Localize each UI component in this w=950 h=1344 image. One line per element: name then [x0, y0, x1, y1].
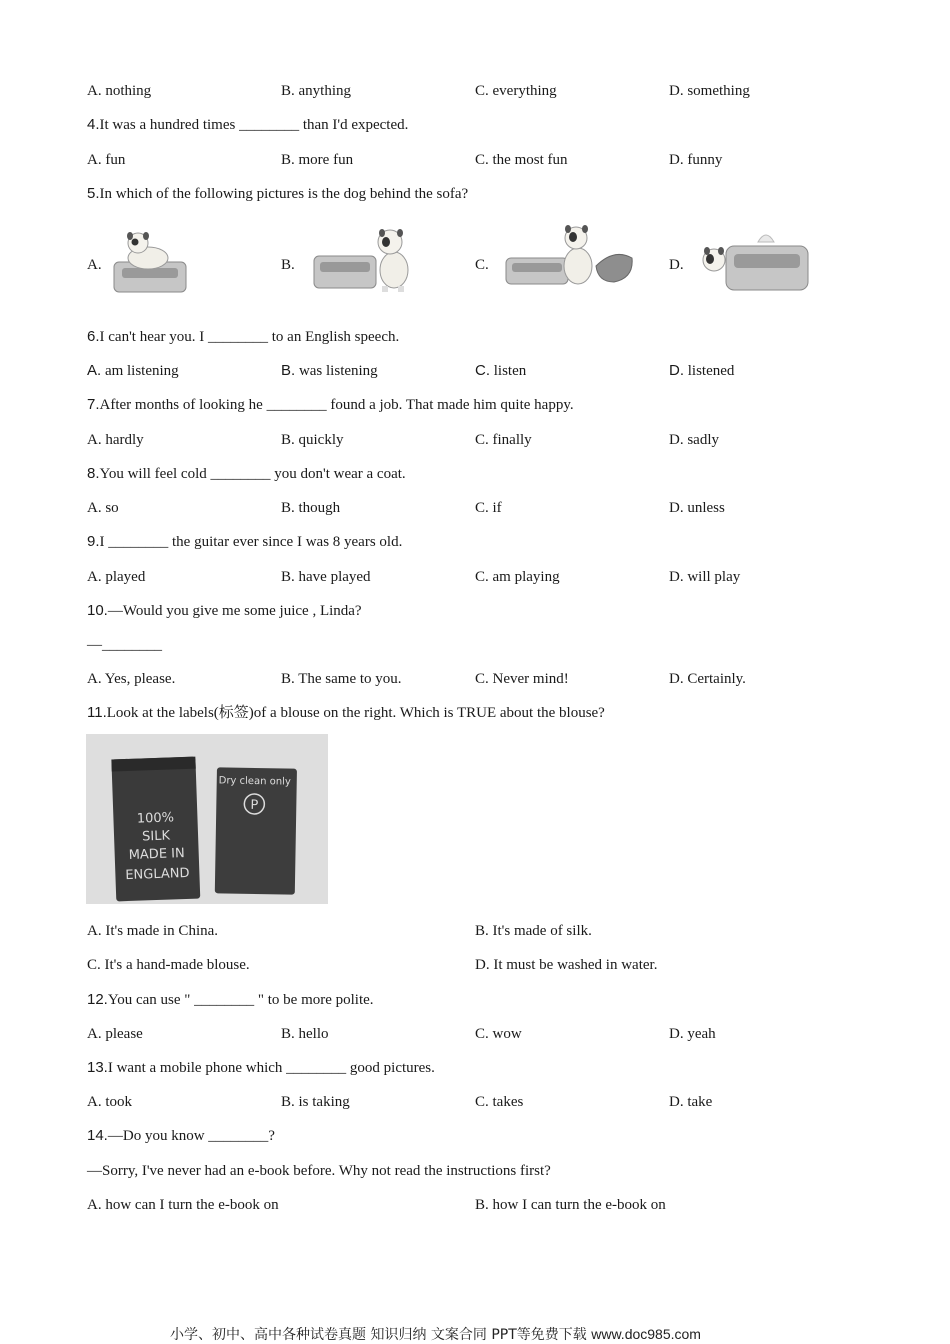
q7-question: 7.After months of looking he ________ found a job. That made him quite happy. — [87, 396, 574, 413]
q11-option-a: A. It's made in China. — [87, 923, 219, 939]
q9-question: 9.I ________ the guitar ever since I was 8 years old. — [87, 533, 403, 550]
q13-option-a: A. took — [87, 1094, 132, 1110]
q4-option-c: C. the most fun — [475, 152, 568, 168]
q11-option-d: D. It must be washed in water. — [475, 957, 658, 973]
q14-option-a: A. how can I turn the e-book on — [87, 1197, 279, 1213]
dog-on-sofa-image — [108, 228, 190, 296]
label-symbol: P — [250, 797, 259, 814]
label-line-4: ENGLAND — [125, 865, 190, 884]
q5-option-b: B. — [281, 257, 295, 273]
q7-option-c: C. finally — [475, 432, 532, 448]
dog-beside-sofa-image — [312, 222, 420, 294]
q4-option-a: A. fun — [87, 152, 126, 168]
q5-option-c: C. — [475, 257, 489, 273]
q7-option-d: D. sadly — [669, 432, 719, 448]
q8-option-c: C. if — [475, 500, 502, 516]
q3-option-c: C. everything — [475, 83, 557, 99]
q10-question: 10.—Would you give me some juice , Linda? — [87, 602, 362, 619]
q12-option-b: B. hello — [281, 1026, 329, 1042]
q14-option-b: B. how I can turn the e-book on — [475, 1197, 666, 1213]
q14-question: 14.—Do you know ________? — [87, 1127, 275, 1144]
q6-option-d: D. listened — [669, 362, 735, 379]
q13-question: 13.I want a mobile phone which ________ good pictures. — [87, 1059, 435, 1076]
q8-option-a: A. so — [87, 500, 119, 516]
q6-option-b: B. was listening — [281, 362, 378, 379]
q10-option-d: D. Certainly. — [669, 671, 746, 687]
q7-option-b: B. quickly — [281, 432, 344, 448]
q6-option-c: C. listen — [475, 362, 527, 379]
label-line-3: MADE IN — [128, 846, 185, 863]
q10-option-a: A. Yes, please. — [87, 671, 176, 687]
q5-question: 5.In which of the following pictures is the dog behind the sofa? — [87, 185, 469, 202]
q10-option-c: C. Never mind! — [475, 671, 569, 687]
q10-reply: —________ — [87, 637, 162, 653]
blouse-labels-image — [86, 734, 328, 904]
q8-question: 8.You will feel cold ________ you don't wear a coat. — [87, 465, 406, 482]
q4-option-b: B. more fun — [281, 152, 354, 168]
q3-option-d: D. something — [669, 83, 750, 99]
q13-option-d: D. take — [669, 1094, 713, 1110]
q4-question: 4.It was a hundred times ________ than I'd expected. — [87, 116, 409, 133]
q12-question: 12.You can use " ________ " to be more polite. — [87, 991, 374, 1008]
label-line-2: SILK — [141, 828, 171, 845]
q12-option-a: A. please — [87, 1026, 143, 1042]
q3-option-a: A. nothing — [87, 83, 152, 99]
q14-reply: —Sorry, I've never had an e-book before. Why not read the instructions first? — [87, 1163, 551, 1179]
q9-option-d: D. will play — [669, 569, 741, 585]
q11-question: 11.Look at the labels(标签)of a blouse on the right. Which is TRUE about the blouse? — [87, 704, 605, 721]
q8-option-d: D. unless — [669, 500, 725, 516]
footer-text: 小学、初中、高中各种试卷真题 知识归纳 文案合同 PPT等免费下载 — [170, 1327, 587, 1343]
q5-option-a: A. — [87, 257, 102, 273]
q6-question: 6.I can't hear you. I ________ to an English speech. — [87, 328, 400, 345]
q9-option-b: B. have played — [281, 569, 371, 585]
q3-option-b: B. anything — [281, 83, 351, 99]
q9-option-c: C. am playing — [475, 569, 560, 585]
dog-behind-sofa-image — [700, 222, 812, 294]
q10-option-b: B. The same to you. — [281, 671, 402, 687]
dog-between-sofa-image — [504, 220, 636, 292]
footer-url[interactable]: www.doc985.com — [591, 1326, 701, 1342]
q11-option-c: C. It's a hand-made blouse. — [87, 957, 250, 973]
q6-option-a: A. am listening — [87, 362, 179, 379]
label-line-1: 100% — [136, 810, 175, 827]
q12-option-c: C. wow — [475, 1026, 522, 1042]
label-care: Dry clean only — [218, 775, 291, 788]
q5-option-d: D. — [669, 257, 684, 273]
q7-option-a: A. hardly — [87, 432, 144, 448]
q13-option-b: B. is taking — [281, 1094, 350, 1110]
q12-option-d: D. yeah — [669, 1026, 716, 1042]
q4-option-d: D. funny — [669, 152, 723, 168]
q8-option-b: B. though — [281, 500, 341, 516]
q11-option-b: B. It's made of silk. — [475, 923, 592, 939]
q9-option-a: A. played — [87, 569, 146, 585]
footer-banner — [170, 1324, 701, 1344]
q13-option-c: C. takes — [475, 1094, 524, 1110]
